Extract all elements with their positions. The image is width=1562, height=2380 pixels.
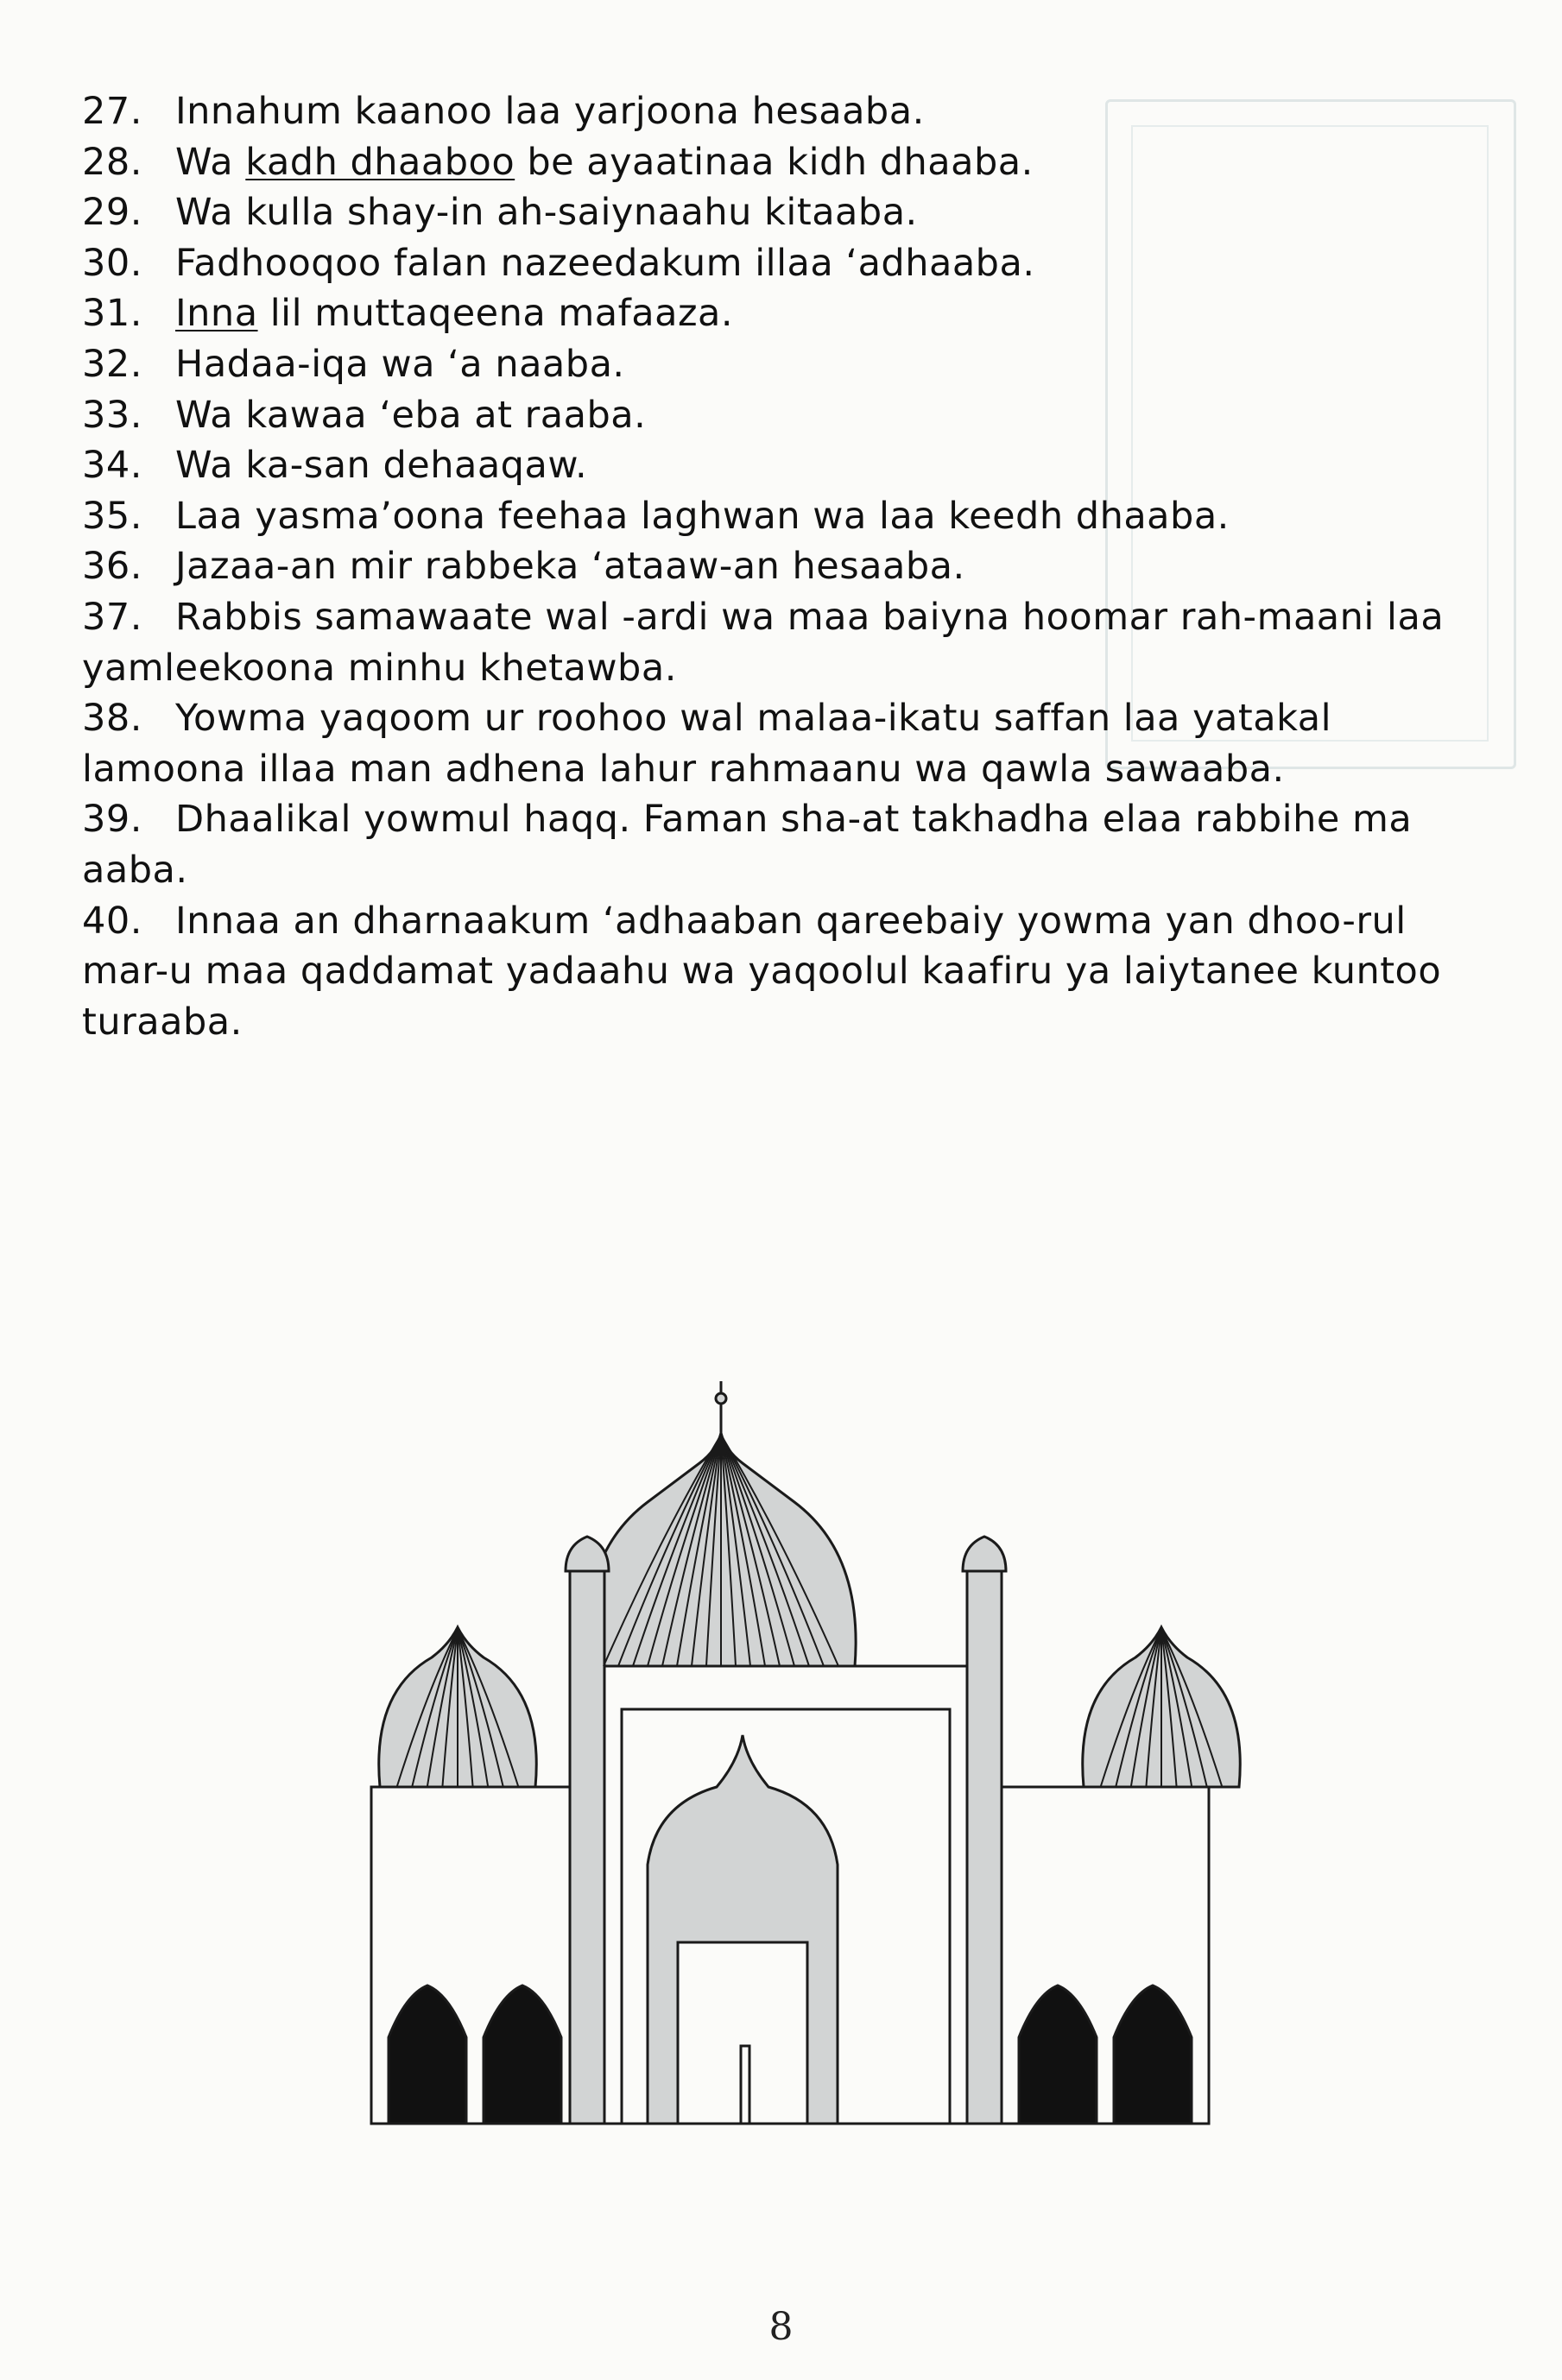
verse-text-end: be ayaatinaa kidh dhaaba.	[515, 140, 1034, 184]
verse-text: Wa kulla shay-in ah-saiynaahu kitaaba.	[175, 191, 918, 235]
verse-number: 34.	[82, 444, 142, 488]
main-finial-knob	[716, 1393, 726, 1404]
verse-text: Innahum kaanoo laa yarjoona hesaaba.	[175, 90, 925, 133]
verse-40	[82, 896, 1498, 1048]
verse-number: 29.	[82, 191, 142, 235]
verse-list	[82, 86, 1498, 1047]
verse-37	[82, 592, 1498, 693]
verse-text: Wa kawaa ‘eba at raaba.	[175, 393, 647, 437]
verse-number: 30.	[82, 241, 142, 285]
verse-text-end: lil muttaqeena mafaaza.	[257, 292, 734, 336]
verse-number: 37.	[82, 595, 142, 639]
verse-number: 38.	[82, 697, 142, 741]
verse-text: Jazaa-an mir rabbeka ‘ataaw-an hesaaba.	[175, 545, 965, 589]
verse-number: 40.	[82, 899, 142, 943]
verse-text: Fadhooqoo falan nazeedakum illaa ‘adhaaba.	[175, 241, 1035, 285]
verse-35	[82, 491, 1498, 542]
verse-30	[82, 238, 1498, 289]
verse-32	[82, 339, 1498, 390]
verse-34	[82, 440, 1498, 491]
verse-33	[82, 390, 1498, 441]
verse-number: 32.	[82, 342, 142, 386]
verse-28	[82, 137, 1498, 188]
verse-36	[82, 541, 1498, 592]
verse-text: Yowma yaqoom ur roohoo wal malaa-ikatu saffan laa yatakal lamoona illaa man adhena lahur rahmaanu wa qawla sawaaba.	[82, 697, 1332, 791]
verse-29	[82, 187, 1498, 238]
verse-text: Wa ka-san dehaaqaw.	[175, 444, 588, 488]
verse-text: Laa yasma’oona feehaa laghwan wa laa keedh dhaaba.	[175, 494, 1230, 538]
verse-number: 39.	[82, 798, 142, 842]
verse-text: Innaa an dharnaakum ‘adhaaban qareebaiy yowma yan dhoo-rul mar-u maa qaddamat yadaahu wa yaqoolul kaafiru ya laiytanee kuntoo turaaba.	[82, 899, 1442, 1044]
verse-number: 27.	[82, 90, 142, 133]
door-post	[741, 2046, 749, 2124]
page-number: 8	[768, 2305, 794, 2349]
verse-39	[82, 794, 1498, 895]
right-minaret-cap	[963, 1537, 1006, 1571]
verse-text-start: Wa	[175, 140, 246, 184]
verse-text-underlined: kadh dhaaboo	[245, 140, 515, 184]
verse-text: Dhaalikal yowmul haqq. Faman sha-at takhadha elaa rabbihe ma aaba.	[82, 798, 1413, 892]
left-minaret-cap	[566, 1537, 609, 1571]
verse-38	[82, 693, 1498, 794]
verse-number: 35.	[82, 494, 142, 538]
verse-27	[82, 86, 1498, 137]
verse-number: 33.	[82, 393, 142, 437]
verse-number: 28.	[82, 140, 142, 184]
verse-31	[82, 288, 1498, 339]
verse-text-underlined: Inna	[175, 292, 258, 336]
verse-number: 31.	[82, 292, 142, 336]
verse-number: 36.	[82, 545, 142, 589]
mosque-illustration	[354, 1381, 1252, 2132]
verse-text: Hadaa-iqa wa ‘a naaba.	[175, 342, 625, 386]
right-minaret	[967, 1571, 1002, 2124]
left-minaret	[570, 1571, 604, 2124]
verse-text: Rabbis samawaate wal -ardi wa maa baiyna hoomar rah-maani laa yamleekoona minhu khetawba.	[82, 595, 1445, 690]
